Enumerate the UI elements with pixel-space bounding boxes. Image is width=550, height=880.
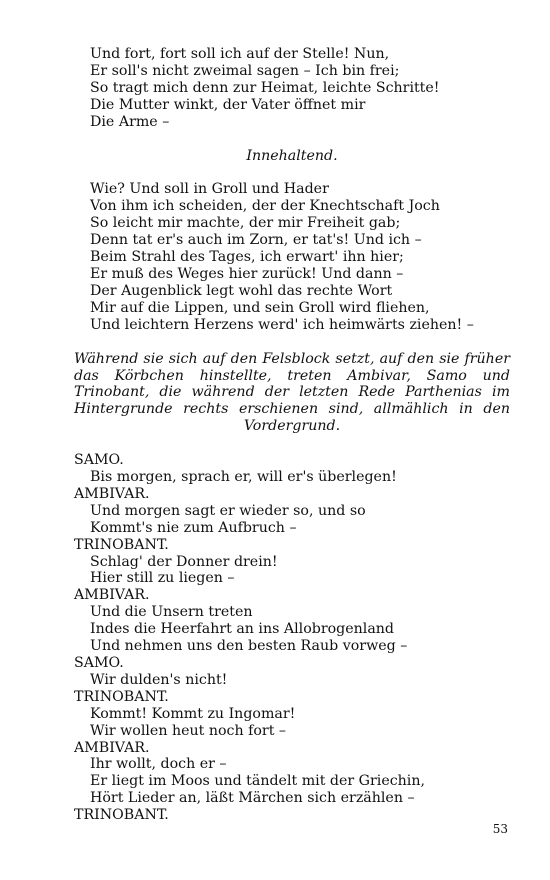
dialogue-line: Und morgen sagt er wieder so, und so (90, 502, 366, 519)
page-body (74, 46, 510, 824)
verse-line: Die Mutter winkt, der Vater öffnet mir (90, 96, 366, 113)
speaker-name: TRINOBANT. (74, 807, 169, 824)
dialogue (74, 452, 510, 824)
dialogue-line: Und nehmen uns den besten Raub vorweg – (90, 638, 408, 655)
dialogue-line: Ihr wollt, doch er – (90, 756, 227, 773)
verse-line: Die Arme – (90, 113, 170, 130)
dialogue-line: Hört Lieder an, läßt Märchen sich erzählen – (90, 790, 415, 807)
verse-block-1 (74, 46, 510, 131)
verse-line: Wie? Und soll in Groll und Hader (90, 181, 329, 198)
speaker-name: TRINOBANT. (74, 536, 169, 553)
verse-line: Und leichtern Herzens werd' ich heimwärts ziehen! – (90, 316, 474, 333)
dialogue-line: Er liegt im Moos und tändelt mit der Griechin, (90, 773, 425, 790)
dialogue-line: Wir wollen heut noch fort – (90, 722, 286, 739)
page-number: 53 (492, 822, 508, 836)
speaker-name: SAMO. (74, 452, 124, 469)
verse-block-2 (74, 181, 510, 333)
stage-direction-long: Während sie sich auf den Felsblock setzt, auf den sie früher das Körbchen hinstellte, treten Ambivar, Samo und Trinobant, die während der letzten Rede Parthenias im Hintergrunde rechts erschienen sind, allmählich in den Vordergrund. (74, 350, 510, 435)
dialogue-line: Bis morgen, sprach er, will er's überlegen! (90, 469, 397, 486)
verse-line: So leicht mir machte, der mir Freiheit gab; (90, 215, 401, 232)
dialogue-line: Hier still zu liegen – (90, 570, 235, 587)
verse-line: So tragt mich denn zur Heimat, leichte Schritte! (90, 79, 440, 96)
dialogue-line: Schlag' der Donner drein! (90, 553, 278, 570)
dialogue-line: Wir dulden's nicht! (90, 671, 228, 688)
speaker-name: TRINOBANT. (74, 688, 169, 705)
verse-line: Mir auf die Lippen, und sein Groll wird fliehen, (90, 299, 430, 316)
dialogue-line: Und die Unsern treten (90, 604, 253, 621)
speaker-name: AMBIVAR. (74, 587, 150, 604)
speaker-name: SAMO. (74, 655, 124, 671)
verse-line: Er muß des Weges hier zurück! Und dann – (90, 265, 404, 282)
stage-direction-short: Innehaltend. (246, 147, 338, 164)
dialogue-line: Kommt's nie zum Aufbruch – (90, 519, 297, 536)
speaker-name: AMBIVAR. (74, 485, 150, 502)
verse-line: Von ihm ich scheiden, der der Knechtschaft Joch (90, 198, 440, 215)
verse-line: Denn tat er's auch im Zorn, er tat's! Und ich – (90, 232, 422, 249)
verse-line: Beim Strahl des Tages, ich erwart' ihn hier; (90, 249, 404, 266)
dialogue-line: Kommt! Kommt zu Ingomar! (90, 705, 296, 722)
verse-line: Er soll's nicht zweimal sagen – Ich bin frei; (90, 62, 400, 79)
verse-line: Der Augenblick legt wohl das rechte Wort (90, 282, 393, 299)
verse-line: Und fort, fort soll ich auf der Stelle! Nun, (90, 46, 390, 62)
speaker-name: AMBIVAR. (74, 739, 150, 756)
dialogue-line: Indes die Heerfahrt an ins Allobrogenland (90, 621, 394, 638)
